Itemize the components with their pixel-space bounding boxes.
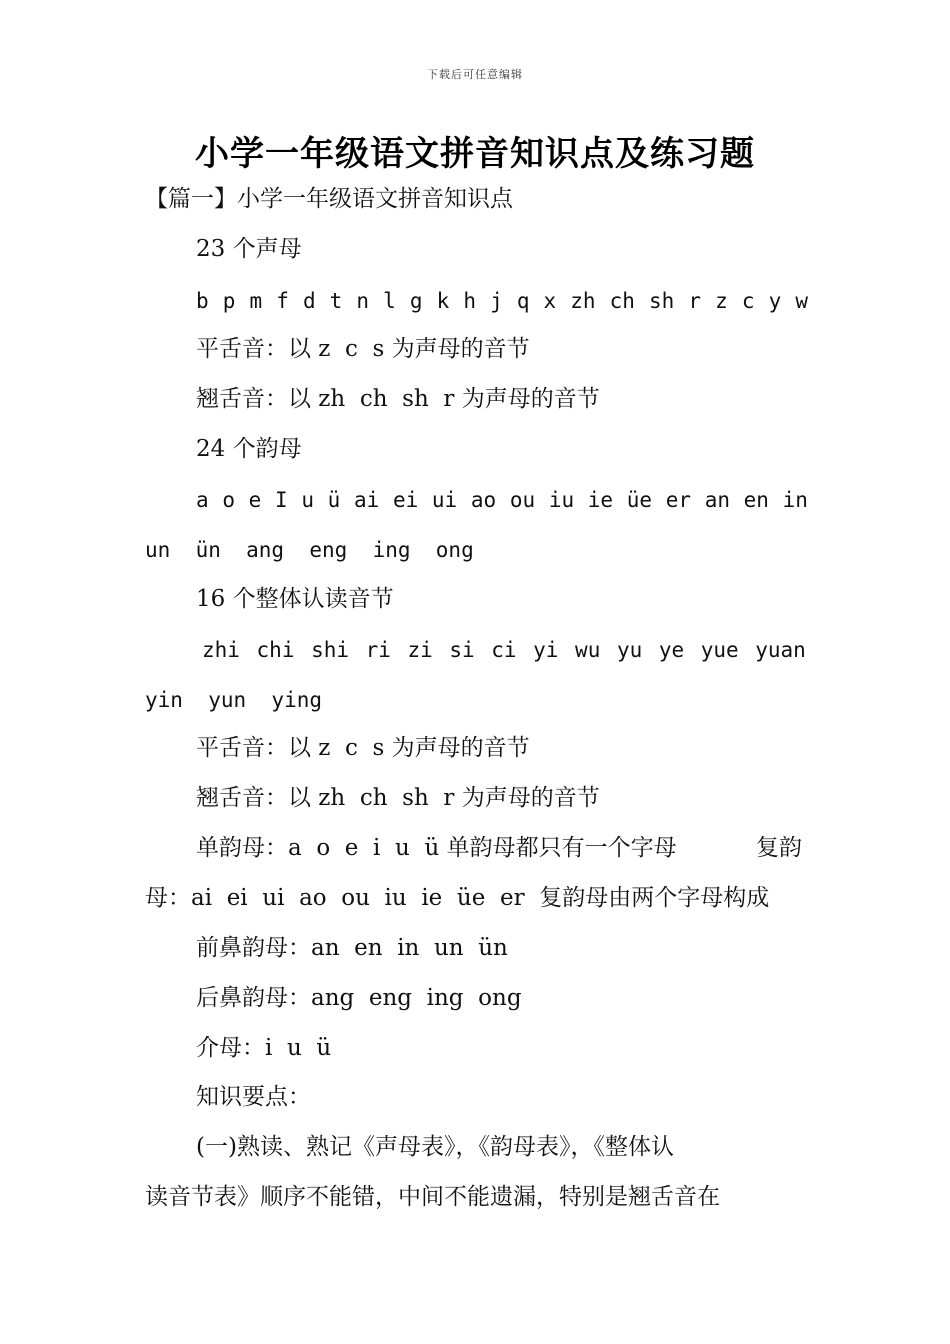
yunmu-token-17: in: [782, 488, 808, 512]
shengmu-letter-5: t: [329, 289, 343, 313]
fuyunmu-label-start: 复韵: [756, 835, 802, 861]
point-1-line-2: 读音节表》顺序不能错，中间不能遗漏，特别是翘舌音在: [145, 1184, 720, 1210]
pingshe-line-1: 平舌音：以 z c s 为声母的音节: [196, 336, 530, 362]
jiemu-line: 介母：i u ü: [196, 1035, 332, 1061]
zhengti-row-1: [202, 635, 806, 665]
zhengti-token-9: yu: [616, 638, 643, 662]
shengmu-letter-0: b: [196, 289, 209, 313]
shengmu-letter-17: r: [688, 289, 702, 313]
shengmu-count: 23 个声母: [196, 236, 302, 262]
qiaoshe-line-1: 翘舌音：以 zh ch sh r 为声母的音节: [196, 386, 600, 412]
section-heading: 【篇一】小学一年级语文拼音知识点: [145, 186, 513, 212]
shengmu-letter-3: f: [276, 289, 289, 313]
shengmu-letter-19: c: [741, 289, 755, 313]
zhengti-token-12: yuan: [755, 638, 806, 662]
shengmu-letter-15: ch: [609, 289, 635, 313]
zhengti-token-10: ye: [658, 638, 685, 662]
zhengti-token-8: wu: [575, 638, 601, 662]
shengmu-letter-14: zh: [570, 289, 596, 313]
shengmu-letter-18: z: [715, 289, 728, 313]
yunmu-token-5: ü: [327, 488, 341, 512]
shengmu-letter-7: l: [383, 289, 396, 313]
shengmu-letter-4: d: [302, 289, 316, 313]
zhengti-token-0: zhi: [202, 638, 240, 662]
yunmu-token-16: en: [743, 488, 769, 512]
shengmu-letter-16: sh: [649, 289, 675, 313]
danyunmu-line: 单韵母：a o e i u ü 单韵母都只有一个字母: [196, 835, 677, 861]
point-1-line-1: (一)熟读、熟记《声母表》，《韵母表》，《整体认: [196, 1134, 674, 1160]
zhengti-token-3: ri: [365, 638, 391, 662]
yunmu-token-6: ai: [353, 488, 380, 512]
houbi-yunmu-line: 后鼻韵母：ang eng ing ong: [196, 985, 522, 1011]
header-note: 下载后可任意编辑: [427, 68, 523, 81]
zhengti-token-6: ci: [491, 638, 517, 662]
shengmu-letter-21: w: [795, 289, 808, 313]
yunmu-token-10: ou: [509, 488, 536, 512]
yunmu-token-4: u: [301, 488, 314, 512]
zhengti-row-2: yin yun ying: [145, 688, 323, 712]
yunmu-count: 24 个韵母: [196, 436, 302, 462]
yunmu-token-1: o: [222, 488, 235, 512]
yunmu-token-0: a: [196, 488, 209, 512]
shengmu-letter-9: k: [436, 289, 450, 313]
shengmu-letter-11: j: [490, 289, 503, 313]
shengmu-letter-2: m: [249, 289, 263, 313]
yunmu-row-2: un ün ang eng ing ong: [145, 538, 474, 562]
shengmu-letter-1: p: [222, 289, 236, 313]
yunmu-token-14: er: [665, 488, 692, 512]
shengmu-letter-10: h: [463, 289, 476, 313]
fuyunmu-line: 母：ai ei ui ao ou iu ie üe er 复韵母由两个字母构成: [145, 885, 770, 911]
shengmu-letter-13: x: [543, 289, 557, 313]
shengmu-letter-6: n: [356, 289, 370, 313]
qiaoshe-line-2: 翘舌音：以 zh ch sh r 为声母的音节: [196, 785, 600, 811]
qianbi-yunmu-line: 前鼻韵母：an en in un ün: [196, 935, 508, 961]
zhengti-count: 16 个整体认读音节: [196, 586, 394, 612]
yunmu-row-1: [196, 485, 808, 515]
yunmu-token-3: I: [274, 488, 288, 512]
zhengti-token-2: shi: [311, 638, 349, 662]
yunmu-token-11: iu: [548, 488, 575, 512]
yunmu-token-13: üe: [626, 488, 653, 512]
shengmu-letter-8: g: [409, 289, 423, 313]
zhengti-token-7: yi: [533, 638, 559, 662]
zhengti-token-5: si: [449, 638, 475, 662]
yunmu-token-2: e: [248, 488, 262, 512]
pingshe-line-2: 平舌音：以 z c s 为声母的音节: [196, 735, 530, 761]
shengmu-letter-12: q: [516, 289, 530, 313]
zhengti-token-1: chi: [256, 638, 295, 662]
knowledge-points-heading: 知识要点：: [196, 1084, 311, 1110]
zhengti-token-4: zi: [407, 638, 433, 662]
shengmu-letter-20: y: [768, 289, 782, 313]
shengmu-letters-row: [196, 286, 808, 316]
zhengti-token-11: yue: [700, 638, 739, 662]
yunmu-token-8: ui: [431, 488, 458, 512]
yunmu-token-9: ao: [470, 488, 497, 512]
page-title: 小学一年级语文拼音知识点及练习题: [195, 134, 755, 174]
yunmu-token-15: an: [704, 488, 730, 512]
yunmu-token-12: ie: [587, 488, 614, 512]
yunmu-token-7: ei: [392, 488, 419, 512]
